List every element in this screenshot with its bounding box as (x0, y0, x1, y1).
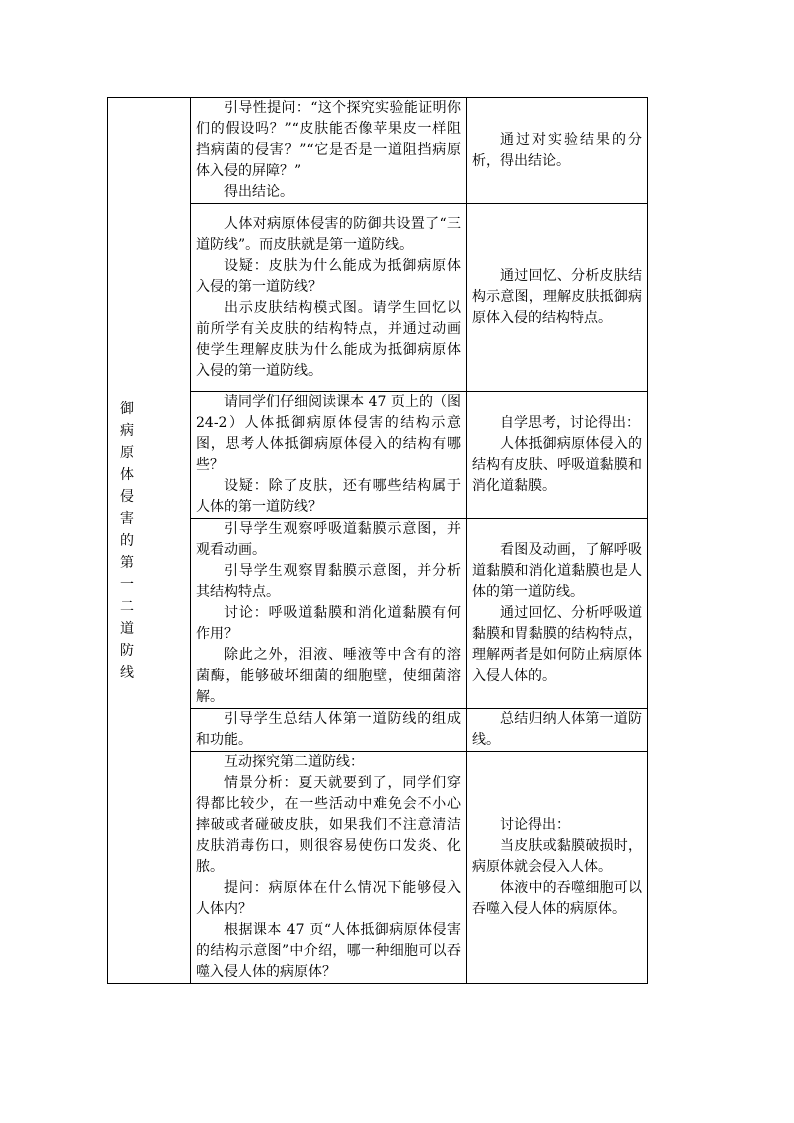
activity-paragraph: 引导性提问：“这个探究实验能证明你们的假设吗？”“皮肤能否像苹果皮一样阻挡病菌的侵害？”“它是否是一道阻挡病原体入侵的屏障？” (196, 100, 461, 179)
result-cell (467, 519, 648, 709)
result-paragraph: 人体抵御病原体侵入的结构有皮肤、呼吸道黏膜和消化道黏膜。 (472, 436, 642, 494)
activity-paragraph: 提问：病原体在什么情况下能够侵入人体内？ (196, 880, 461, 917)
result-paragraph: 当皮肤或黏膜破损时，病原体就会侵入人体。 (472, 838, 642, 875)
activity-paragraph: 请同学们仔细阅读课本 47 页上的（图 24-2）人体抵御病原体侵害的结构示意图，思考人体抵御病原体侵入的结构有哪些？ (196, 394, 461, 473)
result-cell (467, 204, 648, 392)
result-paragraph: 自学思考，讨论得出： (500, 415, 640, 431)
activity-cell (191, 709, 467, 752)
activity-cell (191, 752, 467, 984)
result-paragraph: 总结归纳人体第一道防线。 (472, 711, 642, 748)
activity-paragraph: 情景分析：夏天就要到了，同学们穿得都比较少，在一些活动中难免会不小心摔破或者碰破皮肤，如果我们不注意清洁皮肤消毒伤口，则很容易使伤口发炎、化脓。 (196, 775, 461, 875)
activity-cell (191, 98, 467, 204)
result-paragraph: 讨论得出： (500, 817, 570, 833)
activity-paragraph: 互动探究第二道防线： (224, 754, 364, 770)
result-paragraph: 看图及动画，了解呼吸道黏膜和消化道黏膜也是人体的第一道防线。 (472, 542, 642, 600)
result-cell (467, 98, 648, 204)
activity-paragraph: 人体对病原体侵害的防御共设置了“三道防线”。而皮肤就是第一道防线。 (196, 215, 461, 253)
activity-paragraph: 除此之外，泪液、唾液等中含有的溶菌酶，能够破坏细菌的细胞壁，使细菌溶解。 (196, 647, 461, 705)
result-cell (467, 752, 648, 984)
activity-cell (191, 519, 467, 709)
result-paragraph: 通过对实验结果的分析，得出结论。 (472, 131, 642, 169)
result-cell (467, 392, 648, 519)
activity-paragraph: 引导学生总结人体第一道防线的组成和功能。 (196, 711, 461, 748)
activity-paragraph: 设疑：皮肤为什么能成为抵御病原体入侵的第一道防线？ (196, 257, 461, 295)
activity-cell (191, 204, 467, 392)
lesson-plan-table (107, 97, 648, 984)
result-cell (467, 709, 648, 752)
activity-cell (191, 392, 467, 519)
result-paragraph: 通过回忆、分析呼吸道黏膜和胃黏膜的结构特点，理解两者是如何防止病原体入侵人体的。 (472, 605, 642, 684)
activity-paragraph: 根据课本 47 页“人体抵御病原体侵害的结构示意图”中介绍，哪一种细胞可以吞噬入侵人体的病原体？ (196, 922, 461, 980)
result-paragraph: 通过回忆、分析皮肤结构示意图，理解皮肤抵御病原体入侵的结构特点。 (472, 268, 642, 326)
activity-paragraph: 引导学生观察呼吸道黏膜示意图，并观看动画。 (196, 521, 461, 558)
section-title: 御病原体侵害的第一二道防线 (120, 400, 134, 681)
table-row (108, 98, 648, 204)
activity-paragraph: 得出结论。 (224, 184, 294, 200)
activity-paragraph: 讨论：呼吸道黏膜和消化道黏膜有何作用？ (196, 605, 461, 642)
result-paragraph: 体液中的吞噬细胞可以吞噬入侵人体的病原体。 (472, 880, 642, 917)
activity-paragraph: 设疑：除了皮肤，还有哪些结构属于人体的第一道防线？ (196, 478, 461, 515)
section-title-cell (108, 98, 191, 984)
activity-paragraph: 引导学生观察胃黏膜示意图，并分析其结构特点。 (196, 563, 461, 600)
activity-paragraph: 出示皮肤结构模式图。请学生回忆以前所学有关皮肤的结构特点，并通过动画使学生理解皮肤为什么能成为抵御病原体入侵的第一道防线。 (196, 299, 461, 379)
